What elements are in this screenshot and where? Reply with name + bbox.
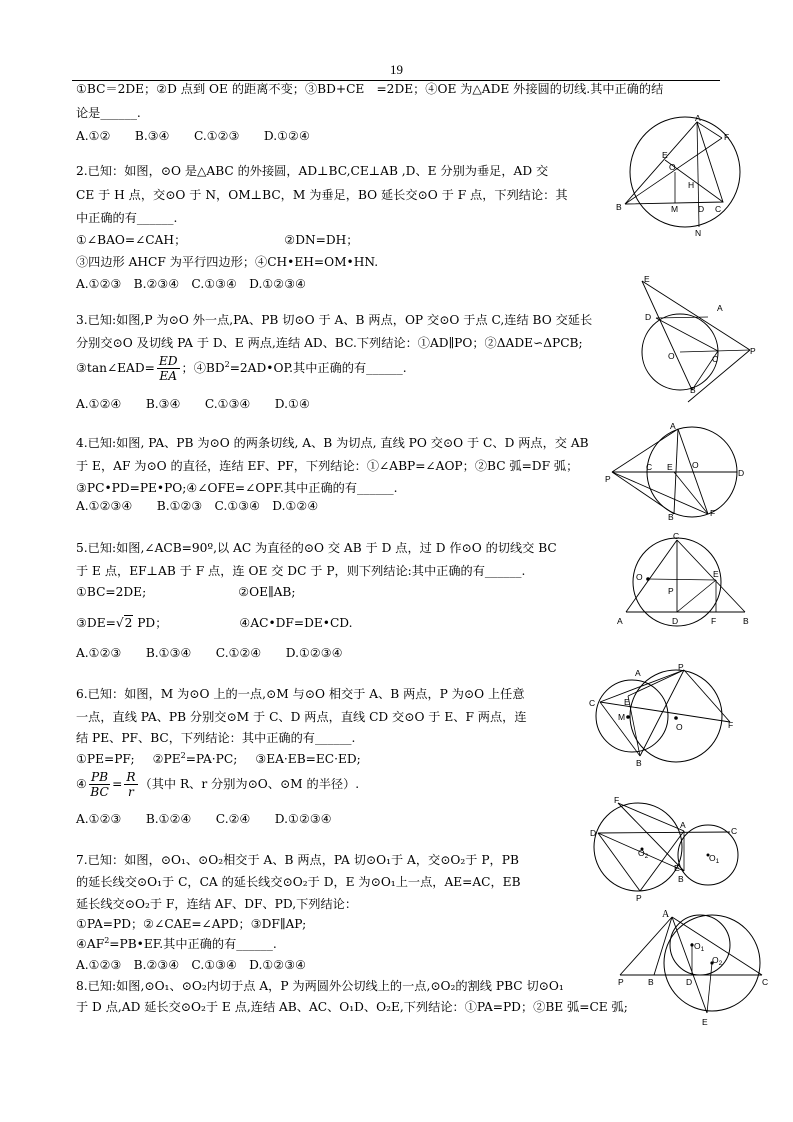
superscript: 2 xyxy=(224,359,230,369)
point-label: B xyxy=(616,202,622,212)
point-label: N xyxy=(695,228,702,237)
point-label: B xyxy=(636,758,642,768)
geometry-figure-2 xyxy=(628,272,758,404)
denominator: EA xyxy=(159,369,178,383)
text-line xyxy=(76,354,407,383)
denominator: r xyxy=(128,785,134,799)
statement-2: ②PE xyxy=(152,752,181,766)
point-label: F xyxy=(724,132,730,142)
label-subscript: 2 xyxy=(644,853,649,860)
numerator: PB xyxy=(90,770,109,784)
radicand: 2 xyxy=(124,616,133,630)
text-line: ①BC＝2DE；②D 点到 OE 的距离不变；③BD+CE =2DE；④OE 为△ADE 外接圆的切线.其中正确的结 xyxy=(76,82,664,96)
point-label: A xyxy=(670,421,676,431)
header-rule xyxy=(72,80,720,81)
label-base: O xyxy=(638,848,645,858)
geometry-figure-7 xyxy=(612,905,772,1030)
point-label: D xyxy=(698,204,705,214)
statement-4-rest: =PB•EF.其中正确的有______. xyxy=(109,937,277,951)
text-line: 一点，直线 PA、PB 分别交⊙M 于 C、D 两点，直线 CD 交⊙O 于 E、F 两点，连 xyxy=(76,710,527,724)
point-label: O xyxy=(692,460,699,470)
text-line: ③PC•PD=PE•PO;④∠OFE=∠OPF.其中正确的有______. xyxy=(76,481,398,495)
statement-2: ②OE∥AB; xyxy=(238,585,296,599)
statement-1: ①PE=PF; xyxy=(76,752,135,766)
label-subscript: 1 xyxy=(715,858,720,865)
statement-3: ③DE= xyxy=(76,616,116,630)
label-base: O xyxy=(694,941,701,951)
statement-1: ①∠BAO=∠CAH； xyxy=(76,233,187,247)
point-label: O xyxy=(669,162,676,172)
text-line: 于 E，AF 为⊙O 的直径，连结 EF、PF，下列结论：①∠ABP=∠AOP；②BC 弧=DF 弧； xyxy=(76,459,579,473)
point-label: C xyxy=(715,204,722,214)
text-line xyxy=(76,937,277,952)
label-subscript: 2 xyxy=(718,960,723,967)
point-label: O xyxy=(668,351,675,361)
point-label: B xyxy=(648,977,654,987)
answer-options: A.①②④ B.③④ C.①③④ D.①④ xyxy=(76,397,310,411)
geometry-figure-4 xyxy=(612,532,757,632)
point-label: D xyxy=(645,312,652,322)
statement-4-rest: =2AD•OP.其中正确的有______. xyxy=(229,361,407,375)
text-line: 3.已知:如图,P 为⊙O 外一点,PA、PB 切⊙O 于 A、B 两点，OP 交⊙O 于点 C,连结 BO 交延长 xyxy=(76,313,593,327)
text-line: 的延长线交⊙O₁于 C，CA 的延长线交⊙O₂于 D，E 为⊙O₁上一点，AE=AC，EB xyxy=(76,875,521,889)
point-label: O xyxy=(636,572,643,582)
fraction xyxy=(89,770,110,799)
text-line: 中正确的有______. xyxy=(76,211,178,225)
text-line: ③四边形 AHCF 为平行四边形；④CH•EH=OM•HN. xyxy=(76,255,379,269)
statement-1: ①BC=2DE; xyxy=(76,585,147,599)
text-line: 5.已知:如图,∠ACB=90º,以 AC 为直径的⊙O 交 AB 于 D 点，过 D 作⊙O 的切线交 BC xyxy=(76,541,557,555)
text-line xyxy=(76,585,296,600)
point-label: P xyxy=(750,346,756,356)
text-line: 7.已知：如图，⊙O₁、⊙O₂相交于 A、B 两点，PA 切⊙O₁于 A，交⊙O₂于 P，PB xyxy=(76,853,519,867)
point-label: F xyxy=(728,720,734,730)
point-label: E xyxy=(662,150,668,160)
statement-3: ③EA·EB=EC·ED; xyxy=(255,752,361,766)
point-label xyxy=(638,848,649,860)
superscript: 2 xyxy=(104,935,110,945)
point-label: D xyxy=(738,468,745,478)
geometry-figure-5 xyxy=(588,660,738,770)
page-number: 19 xyxy=(390,62,403,77)
point-label: C xyxy=(762,977,769,987)
point-label: P xyxy=(678,662,684,672)
point-label: B xyxy=(690,385,696,395)
text-line: 论是______. xyxy=(76,106,141,120)
point-label: C xyxy=(712,354,719,364)
equals: = xyxy=(112,777,123,791)
text-line: CE 于 H 点，交⊙O 于 N，OM⊥BC，M 为垂足，BO 延长交⊙O 于 F 点，下列结论：其 xyxy=(76,188,568,202)
label-subscript: 1 xyxy=(700,946,705,953)
text-line: 4.已知:如图, PA、PB 为⊙O 的两条切线, A、B 为切点, 直线 PO 交⊙O 于 C、D 两点，交 AB xyxy=(76,436,589,450)
geometry-figure-1 xyxy=(615,112,745,237)
text-line: 延长线交⊙O₂于 F，连结 AF、DF、PD,下列结论： xyxy=(76,897,358,911)
point-label: B xyxy=(668,512,674,522)
point-label: M xyxy=(618,712,626,722)
point-label: M xyxy=(671,204,679,214)
numerator: ED xyxy=(158,354,178,368)
point-label: A xyxy=(617,616,623,626)
point-label: A xyxy=(635,668,641,678)
text-line: 2.已知：如图，⊙O 是△ABC 的外接圆，AD⊥BC,CE⊥AB ,D、E 分别为垂足，AD 交 xyxy=(76,164,549,178)
point-label: A xyxy=(695,113,701,123)
statement-4: ；④BD xyxy=(181,361,225,375)
point-label: A xyxy=(662,909,670,920)
text-line: ①PA=PD；②∠CAE=∠APD；③DF∥AP; xyxy=(76,917,307,931)
statement-3: ③tan∠EAD= xyxy=(76,361,155,375)
point-label: D xyxy=(672,616,679,626)
point-label: O xyxy=(676,722,683,732)
text-line: 结 PE、PF、BC，下列结论：其中正确的有______. xyxy=(76,731,356,745)
point-label: F xyxy=(711,616,717,626)
point-label: E xyxy=(624,697,630,707)
text-line: 于 E 点，EF⊥AB 于 F 点，连 OE 交 DC 于 P，则下列结论:其中正确的有______. xyxy=(76,564,526,578)
statement-4: ④AF xyxy=(76,937,105,951)
point-label: C xyxy=(646,462,653,472)
point-label: C xyxy=(731,826,738,836)
answer-options: A.①②③ B.①③④ C.①②④ D.①②③④ xyxy=(76,646,343,660)
text-line xyxy=(76,752,361,767)
point-label xyxy=(694,941,705,953)
point-label: F xyxy=(710,508,716,518)
statement-2-rest: =PA·PC; xyxy=(185,752,238,766)
square-root: √2 xyxy=(115,616,133,630)
point-label: A xyxy=(680,820,686,830)
answer-options: A.①②③④ B.①②③ C.①③④ D.①②④ xyxy=(76,499,319,513)
point-label: P xyxy=(636,893,642,903)
point-label: P xyxy=(668,586,674,596)
text-line xyxy=(76,770,359,799)
statement-4: ④ xyxy=(76,777,87,791)
fraction xyxy=(157,354,180,383)
geometry-figure-3 xyxy=(604,420,749,522)
point-label: P xyxy=(618,977,624,987)
point-label: C xyxy=(673,532,680,541)
point-label: E xyxy=(667,462,673,472)
point-label: B xyxy=(678,874,684,884)
statement-4-rest: （其中 R、r 分别为⊙O、⊙M 的半径）. xyxy=(139,777,360,791)
point-label: E xyxy=(674,863,680,873)
text-line: 分别交⊙O 及切线 PA 于 D、E 两点,连结 AD、BC.下列结论：①AD∥PO；②ΔADE∽ΔPCB; xyxy=(76,336,583,350)
point-label xyxy=(709,853,720,865)
text-line xyxy=(76,233,358,248)
text-line xyxy=(76,616,352,631)
text-line: 于 D 点,AD 延长交⊙O₂于 E 点,连结 AB、AC、O₁D、O₂E,下列结论：①PA=PD；②BE 弧=CE 弧; xyxy=(76,1000,628,1014)
point-label: E xyxy=(702,1017,708,1027)
point-label: P xyxy=(605,474,611,484)
point-label: B xyxy=(743,616,749,626)
superscript: 2 xyxy=(180,750,186,760)
geometry-figure-6 xyxy=(588,795,743,905)
fraction xyxy=(124,770,137,799)
statement-2: ②DN=DH； xyxy=(284,233,359,247)
point-label: H xyxy=(688,180,695,190)
point-label: E xyxy=(644,274,650,284)
point-label: C xyxy=(589,698,596,708)
point-label: F xyxy=(614,795,620,805)
answer-options: A.①②③ B.②③④ C.①③④ D.①②③④ xyxy=(76,277,307,291)
point-label xyxy=(712,955,723,967)
label-base: O xyxy=(709,853,716,863)
point-label: A xyxy=(717,303,723,313)
point-label: D xyxy=(590,828,597,838)
text-line: 8.已知:如图,⊙O₁、⊙O₂内切于点 A，P 为两圆外公切线上的一点,⊙O₂的割线 PBC 切⊙O₁ xyxy=(76,979,564,993)
answer-options: A.①②③ B.①②④ C.②④ D.①②③④ xyxy=(76,812,332,826)
point-label: D xyxy=(686,977,693,987)
label-base: O xyxy=(712,955,719,965)
statement-4: ④AC•DF=DE•CD. xyxy=(239,616,353,630)
point-label: E xyxy=(713,569,719,579)
denominator: BC xyxy=(90,785,109,799)
answer-options: A.①② B.③④ C.①②③ D.①②④ xyxy=(76,129,310,143)
text-line: 6.已知：如图，M 为⊙O 上的一点,⊙M 与⊙O 相交于 A、B 两点，P 为⊙O 上任意 xyxy=(76,687,525,701)
answer-options: A.①②③ B.②③④ C.①③④ D.①②③④ xyxy=(76,958,307,972)
statement-3-rest: PD； xyxy=(133,616,168,630)
numerator: R xyxy=(126,770,136,784)
